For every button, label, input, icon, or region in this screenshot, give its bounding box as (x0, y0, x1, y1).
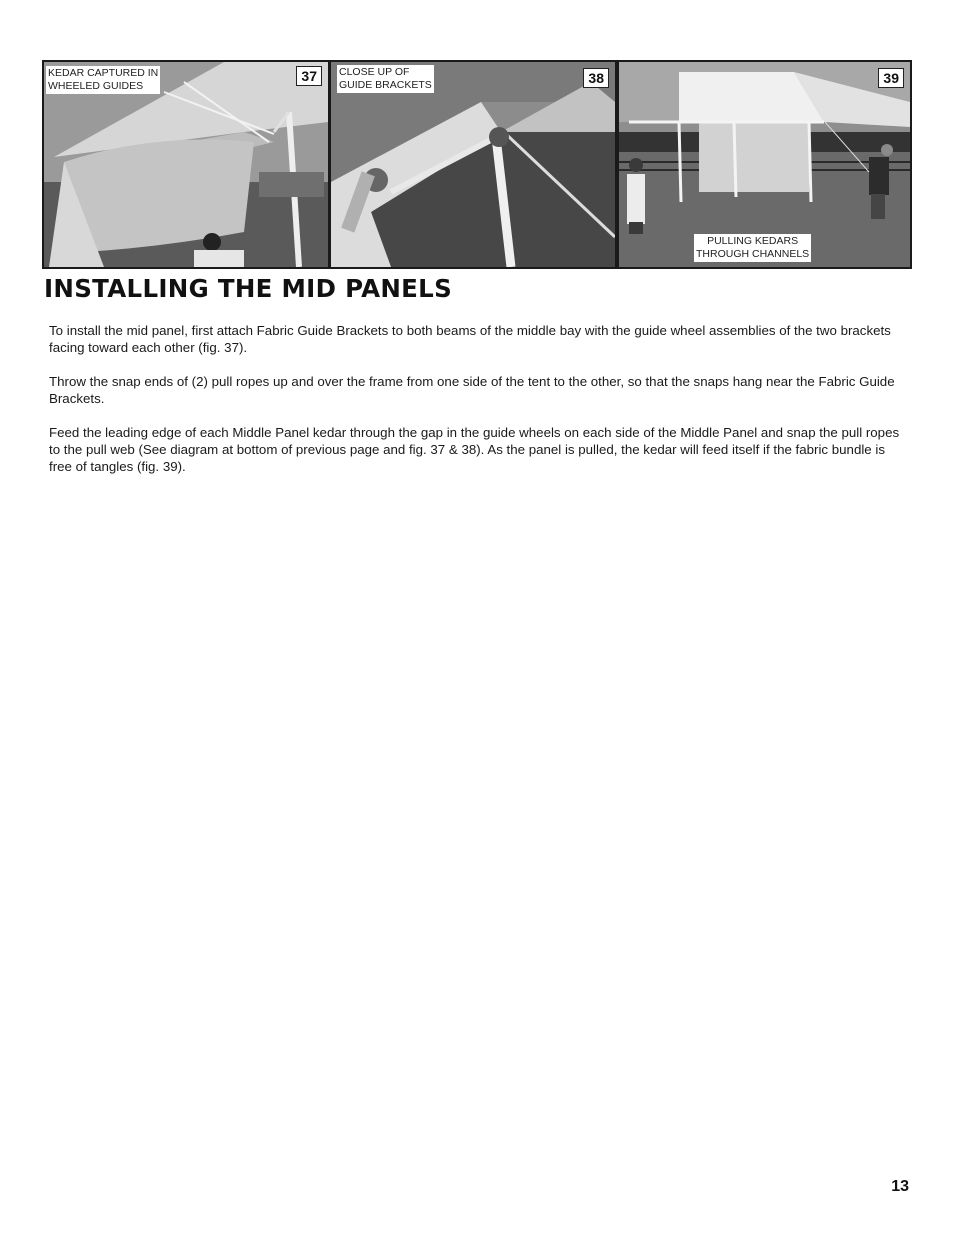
page-title: INSTALLING THE MID PANELS (44, 274, 453, 303)
figure-37-number: 37 (296, 66, 322, 86)
figure-39-number: 39 (878, 68, 904, 88)
photo-strip (42, 60, 912, 269)
figure-37-caption: KEDAR CAPTURED IN WHEELED GUIDES (48, 67, 159, 92)
paragraph: Throw the snap ends of (2) pull ropes up and over the frame from one side of the tent to the other, so that the snaps hang near the Fabric Guide Brackets. (49, 374, 895, 406)
figure-38-caption: CLOSE UP OF GUIDE BRACKETS (339, 66, 432, 91)
paragraph: To install the mid panel, first attach Fabric Guide Brackets to both beams of the middle bay with the guide wheel assemblies of the two brackets facing toward each other (fig. 37). (49, 323, 891, 355)
figure-39-photo (619, 62, 910, 267)
page-number: 13 (891, 1178, 909, 1195)
figure-38-photo (331, 62, 615, 267)
paragraph: Feed the leading edge of each Middle Panel kedar through the gap in the guide wheels on each side of the Middle Panel and snap the pull ropes to the pull web (See diagram at bottom of previous page and fig. 37 & 38). As the panel is pulled, the kedar will feed itself if the fabric bundle is free of tangles (fig. 39). (49, 425, 900, 474)
figure-37-photo (44, 62, 328, 267)
body-text (49, 322, 905, 492)
figure-38-number: 38 (583, 68, 609, 88)
figure-39-caption: PULLING KEDARS THROUGH CHANNELS (696, 235, 810, 260)
